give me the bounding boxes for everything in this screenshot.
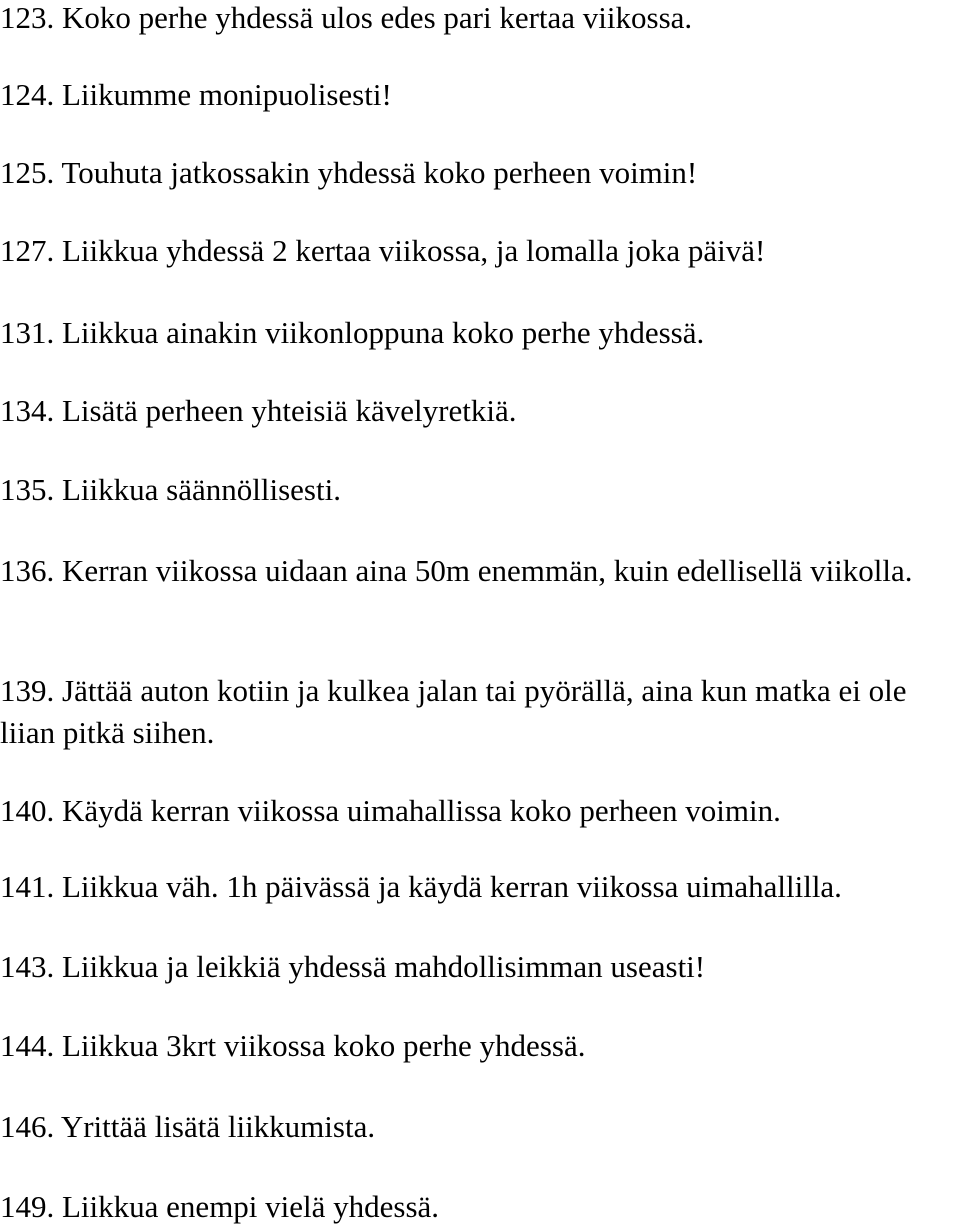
list-item: 139. Jättää auton kotiin ja kulkea jalan tai pyörällä, aina kun matka ei ole liian pitkä siihen. bbox=[0, 673, 907, 750]
list-item: 135. Liikkua säännöllisesti. bbox=[0, 472, 341, 507]
list-item: 146. Yrittää lisätä liikkumista. bbox=[0, 1109, 376, 1144]
list-item: 124. Liikumme monipuolisesti! bbox=[0, 77, 392, 112]
list-item: 143. Liikkua ja leikkiä yhdessä mahdollisimman useasti! bbox=[0, 949, 706, 984]
list-item: 141. Liikkua väh. 1h päivässä ja käydä kerran viikossa uimahallilla. bbox=[0, 869, 842, 904]
list-item: 131. Liikkua ainakin viikonloppuna koko perhe yhdessä. bbox=[0, 315, 705, 350]
list-item: 125. Touhuta jatkossakin yhdessä koko perheen voimin! bbox=[0, 155, 698, 190]
list-item: 134. Lisätä perheen yhteisiä kävelyretkiä. bbox=[0, 393, 517, 428]
list-item: 149. Liikkua enempi vielä yhdessä. bbox=[0, 1189, 440, 1224]
list-item: 123. Koko perhe yhdessä ulos edes pari kertaa viikossa. bbox=[0, 0, 693, 35]
list-item: 144. Liikkua 3krt viikossa koko perhe yhdessä. bbox=[0, 1028, 586, 1063]
list-item: 127. Liikkua yhdessä 2 kertaa viikossa, ja lomalla joka päivä! bbox=[0, 233, 766, 268]
list-item: 136. Kerran viikossa uidaan aina 50m enemmän, kuin edellisellä viikolla. bbox=[0, 553, 913, 588]
list-item: 140. Käydä kerran viikossa uimahallissa koko perheen voimin. bbox=[0, 793, 781, 828]
